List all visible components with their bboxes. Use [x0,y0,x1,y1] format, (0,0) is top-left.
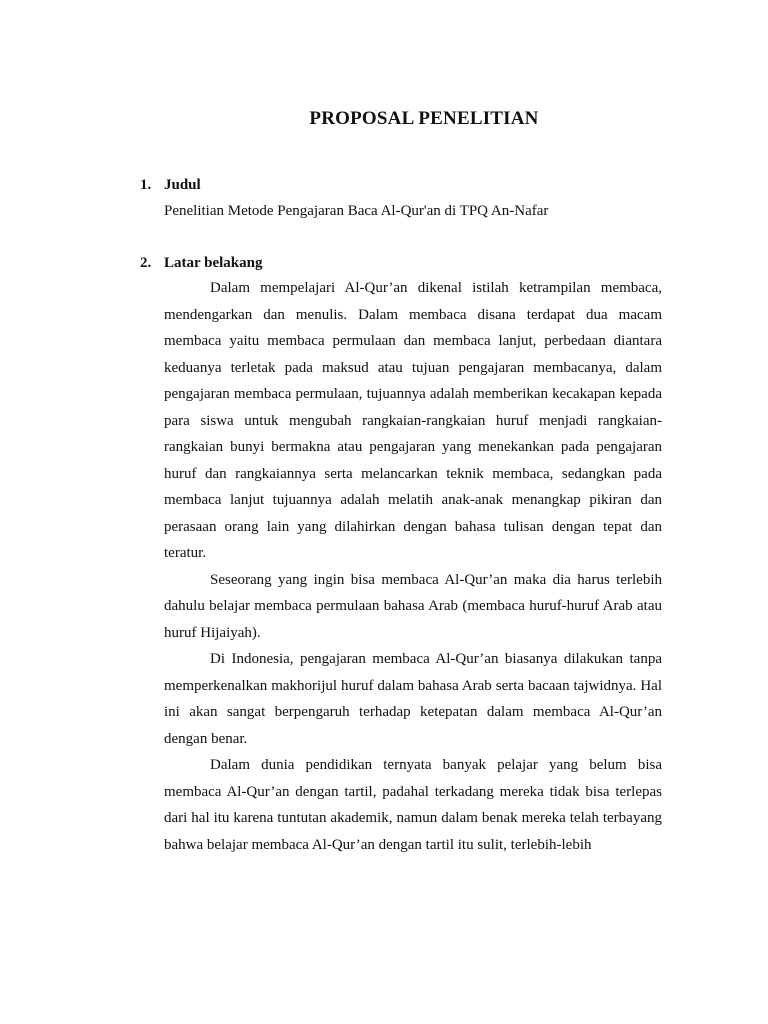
paragraph: Dalam dunia pendidikan ternyata banyak pelajar yang belum bisa membaca Al-Qur’an dengan tartil, padahal terkadang mereka tidak bisa terlepas dari hal itu karena tuntutan akademik, namun dalam benak mereka telah terbayang bahwa belajar membaca Al-Qur’an dengan tartil itu sulit, terlebih-lebih [164,757,662,853]
paragraph: Seseorang yang ingin bisa membaca Al-Qur’an maka dia harus terlebih dahulu belajar membaca permulaan bahasa Arab (membaca huruf-huruf Arab atau huruf Hijaiyah). [164,571,662,641]
paragraph: Di Indonesia, pengajaran membaca Al-Qur’an biasanya dilakukan tanpa memperkenalkan makhorijul huruf dalam bahasa Arab serta bacaan tajwidnya. Hal ini akan sangat berpengaruh terhadap ketepatan dalam membaca Al-Qur’an dengan benar. [164,651,662,747]
section-number-2: 2. [140,255,152,271]
section-heading-latar-belakang: Latar belakang [164,255,263,271]
section-number-1: 1. [140,177,152,193]
paragraph: Dalam mempelajari Al-Qur’an dikenal istilah ketrampilan membaca, mendengarkan dan menulis. Dalam membaca disana terdapat dua macam membaca yaitu membaca permulaan dan membaca lanjut, perbedaan diantara keduanya terletak pada maksud atau tujuan pengajaran membacanya, dalam pengajaran membaca permulaan, tujuannya adalah memberikan kecakapan kepada para siswa untuk mengubah rangkaian-rangkaian huruf menjadi rangkaian-rangkaian bunyi bermakna atau pengajaran yang menekankan pada pengajaran huruf dan rangkaiannya serta melancarkan teknik membaca, sedangkan pada membaca lanjut tujuannya adalah melatih anak-anak menangkap pikiran dan perasaan orang lain yang dilahirkan dengan bahasa tulisan dengan tepat dan teratur. [164,280,662,561]
latar-belakang-body [164,275,662,858]
document-title: PROPOSAL PENELITIAN [309,108,539,129]
section-heading-judul: Judul [164,177,201,193]
judul-content: Penelitian Metode Pengajaran Baca Al-Qur'an di TPQ An-Nafar [164,203,549,219]
